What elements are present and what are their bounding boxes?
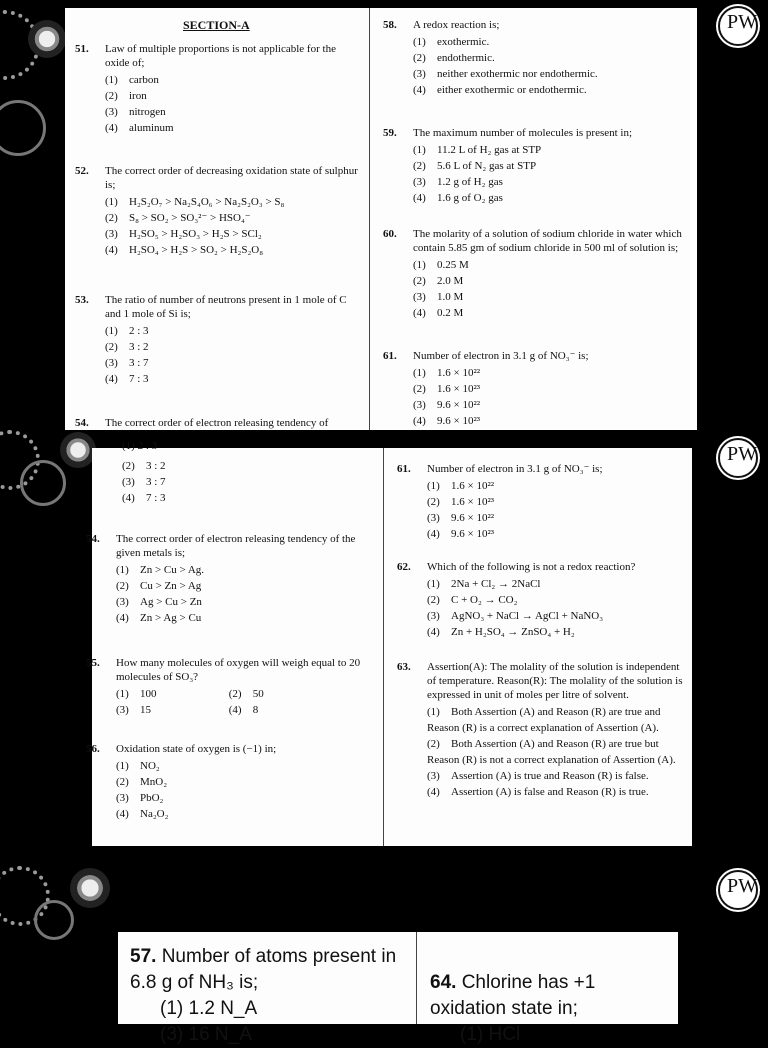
option: (1) 2Na + Cl₂ → 2NaCl: [427, 578, 541, 590]
question-stem: The correct order of decreasing oxidation state of sulphur is;: [105, 165, 358, 191]
gear-decoration-icon: [60, 432, 96, 468]
question-51: [75, 42, 360, 136]
question-61: 61. Number of electron in 3.1 g of NO₃⁻ is; (1) 1.6 × 10²² (2) 1.6 × 10²³ (3) 9.6 × 10²² (4) 9.6 × 10²³: [397, 462, 687, 542]
option: (3) 9.6 × 10²²: [413, 399, 481, 411]
option: (4) 9.6 × 10²³: [413, 415, 481, 427]
question-56: 56. Oxidation state of oxygen is (−1) in; (1) NO₂ (2) MnO₂ (3) PbO₂ (4) Na₂O₂: [86, 742, 376, 822]
gear-decoration-icon: [34, 900, 74, 940]
question-59: 59. The maximum number of molecules is present in; (1) 11.2 L of H₂ gas at STP (2) 5.6 L of N₂ gas at STP (3) 1.2 g of H₂ gas (4) 1.6 g of O₂ gas: [383, 126, 683, 206]
column-divider: [383, 448, 384, 846]
column-divider: [369, 8, 370, 430]
question-number: 53.: [75, 294, 89, 306]
option: (4) either exothermic or endothermic.: [413, 84, 587, 96]
option: (3) 9.6 × 10²²: [427, 512, 495, 524]
gear-decoration-icon: [70, 868, 110, 908]
option: (3) neither exothermic nor endothermic.: [413, 68, 598, 80]
question-54-cut: 54. The correct order of electron releasing tendency of: [75, 417, 329, 429]
option: (3) Assertion (A) is true and Reason (R) is false.: [427, 770, 649, 782]
question-58: 58. A redox reaction is; (1) exothermic. (2) endothermic. (3) neither exothermic nor endothermic. (4) either exothermic or endothermic.: [383, 18, 683, 98]
question-number: 51.: [75, 43, 89, 55]
option: (3) nitrogen: [105, 106, 166, 118]
option: (1) NO₂: [116, 760, 160, 772]
question-55: 55. How many molecules of oxygen will weigh equal to 20 molecules of SO₃? (1) 100 (2) 50 (3) 15 (4) 8: [86, 656, 376, 718]
gear-decoration-icon: [0, 100, 46, 156]
option: (2) 3 : 2: [105, 341, 149, 353]
option: (2) 1.6 × 10²³: [413, 383, 481, 395]
option: (1) 0.25 M: [413, 259, 469, 271]
option-row: (1) 100 (2) 50: [116, 688, 264, 700]
option: (2) iron: [105, 90, 147, 102]
option: (4) H₂SO₄ > H₂S > SO₂ > H₂S₂O₈: [105, 244, 264, 256]
question-number: 52.: [75, 165, 89, 177]
option: (1) H₂S₂O₇ > Na₂S₄O₆ > Na₂S₂O₃ > S₈: [105, 196, 285, 208]
option: (3) 3 : 7: [105, 357, 149, 369]
column-divider: [416, 932, 417, 1024]
option: (2) 1.6 × 10²³: [427, 496, 495, 508]
option: (4) 1.6 g of O₂ gas: [413, 192, 503, 204]
option: (4) 7 : 3: [105, 373, 149, 385]
screenshot-strip-1: [0, 0, 768, 430]
option: (4) 7 : 3: [122, 492, 166, 504]
pw-logo-icon: PW: [718, 438, 758, 478]
cut-option: (1) 2 : 3: [122, 440, 158, 452]
screenshot-strip-2: [0, 430, 768, 850]
option: (2) 3 : 2: [122, 460, 166, 472]
gear-decoration-icon: [20, 460, 66, 506]
option: (4) Na₂O₂: [116, 808, 169, 820]
question-stem: The ratio of number of neutrons present in 1 mole of C and 1 mole of Si is;: [105, 294, 347, 320]
option: (4) Zn > Ag > Cu: [116, 612, 202, 624]
gear-decoration-icon: [28, 20, 66, 58]
question-62: 62. Which of the following is not a redox reaction? (1) 2Na + Cl₂ → 2NaCl (2) C + O₂ → CO₂ (3) AgNO₃ + NaCl → AgCl + NaNO₃ (4) Zn + H₂SO₄ → ZnSO₄ + H₂: [397, 560, 687, 640]
option: (2) C + O₂ → CO₂: [427, 594, 518, 606]
option: (4) aluminum: [105, 122, 174, 134]
question-64: 64. Chlorine has +1 oxidation state in; (1) HCl: [430, 972, 596, 1045]
question-paper-page: [118, 932, 678, 1045]
option: (1) Both Assertion (A) and Reason (R) are true and Reason (R) is a correct explanation of Assertion (A).: [427, 706, 661, 734]
question-54: 54. The correct order of electron releasing tendency of the given metals is; (1) Zn > Cu > Ag. (2) Cu > Zn > Ag (3) Ag > Cu > Zn (4) Zn > Ag > Cu: [86, 532, 376, 626]
option: (2) 2.0 M: [413, 275, 464, 287]
option: (2) MnO₂: [116, 776, 168, 788]
question-53: [75, 293, 360, 387]
option: (3) PbO₂: [116, 792, 164, 804]
option: (4) Zn + H₂SO₄ → ZnSO₄ + H₂: [427, 626, 575, 638]
option: (3) 3 : 7: [122, 476, 166, 488]
pw-logo-icon: PW: [718, 6, 758, 46]
option: (4) 9.6 × 10²³: [427, 528, 495, 540]
option: (2) endothermic.: [413, 52, 495, 64]
option: (1) 2 : 3: [105, 325, 149, 337]
option: (2) Cu > Zn > Ag: [116, 580, 202, 592]
option: (3) AgNO₃ + NaCl → AgCl + NaNO₃: [427, 610, 604, 622]
pw-logo-icon: PW: [718, 870, 758, 910]
option: (3) 1.2 g of H₂ gas: [413, 176, 503, 188]
question-61: 61. Number of electron in 3.1 g of NO₃⁻ is; (1) 1.6 × 10²² (2) 1.6 × 10²³ (3) 9.6 × 10²² (4) 9.6 × 10²³: [383, 349, 683, 429]
option: (2) Both Assertion (A) and Reason (R) are true but Reason (R) is not a correct explanation of Assertion (A).: [427, 738, 676, 766]
screenshot-strip-3: [0, 850, 768, 1045]
option: (1) Zn > Cu > Ag.: [116, 564, 205, 576]
question-57: 57. Number of atoms present in 6.8 g of NH₃ is; (1) 1.2 N_A (3) 16 N_A: [130, 946, 397, 1045]
question-60: 60. The molarity of a solution of sodium chloride in water which contain 5.85 gm of sodium chloride in 500 ml of solution is; (1) 0.25 M (2) 2.0 M (3) 1.0 M (4) 0.2 M: [383, 228, 682, 319]
option-row: (3) 15 (4) 8: [116, 704, 259, 716]
option: (1) exothermic.: [413, 36, 490, 48]
option: (1) carbon: [105, 74, 159, 86]
question-paper-page: [86, 440, 692, 846]
option: (3) Ag > Cu > Zn: [116, 596, 202, 608]
question-63: 63. Assertion(A): The molality of the solution is independent of temperature. Reason(R): The molality of the solution is expressed in unit of moles per litre of solvent. (1) Both Assertion (A) and Reason (R) are true and Reason (R) is a correct explanation of Assertion (A). (2) Both Assertion (A) and Reason (R) are true but Reason (R) is not a correct explanation of Assertion (A). (3) Assertion (A) is true and Reason (R) is false. (4) Assertion (A) is false and Reason (R) is true.: [397, 660, 687, 800]
option: (4) Assertion (A) is false and Reason (R) is true.: [427, 786, 649, 798]
option: (4) 0.2 M: [413, 307, 464, 319]
option: (1) 1.6 × 10²²: [413, 367, 481, 379]
option: (1) 11.2 L of H₂ gas at STP: [413, 144, 542, 156]
question-paper-page: [65, 8, 697, 430]
question-52: [75, 164, 360, 258]
section-title: SECTION-A: [183, 18, 250, 32]
option: (3) 1.0 M: [413, 291, 464, 303]
question-53-continued: [92, 456, 372, 506]
option: (2) S₈ > SO₂ > SO₃²⁻ > HSO₄⁻: [105, 212, 251, 224]
option: (3) H₂SO₅ > H₂SO₃ > H₂S > SCl₂: [105, 228, 262, 240]
question-stem: Law of multiple proportions is not applicable for the oxide of;: [105, 43, 336, 69]
option: (2) 5.6 L of N₂ gas at STP: [413, 160, 537, 172]
option: (1) 1.6 × 10²²: [427, 480, 495, 492]
